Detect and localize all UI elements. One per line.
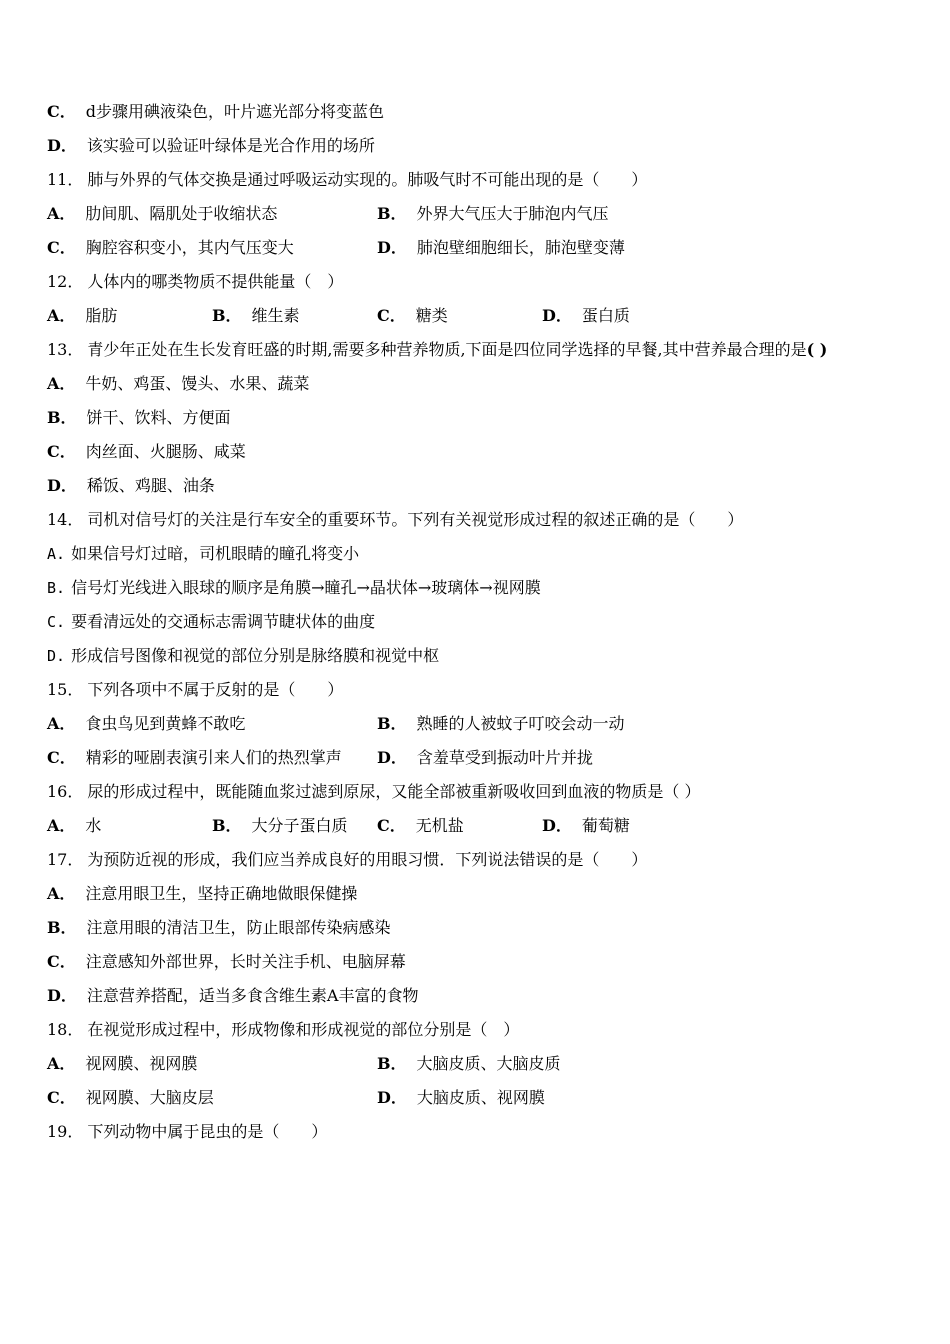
option	[47, 1050, 197, 1078]
option-line	[47, 472, 907, 506]
option-line	[47, 880, 907, 914]
option-label: A．	[47, 306, 76, 325]
question-text: 肺与外界的气体交换是通过呼吸运动实现的。肺吸气时不可能出现的是（ ）	[87, 170, 648, 189]
option-text: 如果信号灯过暗，司机眼睛的瞳孔将变小	[71, 544, 360, 563]
option-label: B．	[377, 204, 407, 223]
option-text: 含羞草受到振动叶片并拢	[416, 748, 593, 767]
question-stem	[47, 336, 907, 370]
option-label: C．	[377, 306, 406, 325]
option	[377, 302, 448, 330]
option-text: 食虫鸟见到黄蜂不敢吃	[85, 714, 246, 733]
option-label: C.	[47, 613, 66, 631]
question-text: 在视觉形成过程中，形成物像和形成视觉的部位分别是（ ）	[87, 1020, 520, 1039]
option-line	[47, 98, 907, 132]
option-label: C．	[377, 816, 406, 835]
option-label: A．	[47, 204, 76, 223]
option-text: 无机盐	[415, 816, 464, 835]
option-label: D．	[542, 306, 572, 325]
option-label: A．	[47, 816, 76, 835]
option	[377, 710, 625, 738]
question-text: 青少年正处在生长发育旺盛的时期,需要多种营养物质,下面是四位同学选择的早餐,其中营养最合理的是	[87, 340, 807, 359]
option-label: D．	[377, 1088, 407, 1107]
question-number: 17．	[47, 850, 84, 869]
option	[377, 1050, 561, 1078]
option-line	[47, 132, 907, 166]
option-label: B．	[212, 306, 242, 325]
option	[542, 812, 630, 840]
option-label: D．	[47, 986, 77, 1005]
option-label: A.	[47, 545, 66, 563]
option	[377, 812, 464, 840]
question-list	[47, 98, 907, 1152]
option-label: D．	[377, 748, 407, 767]
option-text: 肺泡壁细胞细长，肺泡壁变薄	[416, 238, 625, 257]
option-line	[47, 642, 907, 676]
option-label: B．	[377, 1054, 407, 1073]
option-text: 视网膜、视网膜	[85, 1054, 198, 1073]
question-text: 下列动物中属于昆虫的是（ ）	[87, 1122, 328, 1141]
option-text: 大脑皮质、视网膜	[416, 1088, 545, 1107]
question-stem	[47, 676, 907, 710]
option-label: B.	[47, 579, 66, 597]
option-row	[47, 302, 907, 336]
question-stem	[47, 506, 907, 540]
option-text: 视网膜、大脑皮层	[85, 1088, 214, 1107]
option-label: D.	[47, 647, 66, 665]
option	[377, 744, 593, 772]
option-label: C．	[47, 748, 76, 767]
question-number: 13．	[47, 340, 84, 359]
option-text: 蛋白质	[581, 306, 630, 325]
option	[377, 1084, 545, 1112]
option-line	[47, 438, 907, 472]
option-line	[47, 982, 907, 1016]
option-text: 水	[85, 816, 102, 835]
option	[47, 234, 294, 262]
option-text: 精彩的哑剧表演引来人们的热烈掌声	[85, 748, 342, 767]
option-text: 胸腔容积变小，其内气压变大	[85, 238, 294, 257]
option	[212, 302, 300, 330]
option-text: 注意营养搭配，适当多食含维生素A丰富的食物	[86, 986, 419, 1005]
option-label: A．	[47, 714, 76, 733]
option-label: B．	[377, 714, 407, 733]
answer-bracket: ( )	[806, 340, 828, 359]
option-text: d步骤用碘液染色，叶片遮光部分将变蓝色	[85, 102, 384, 121]
question-stem	[47, 1118, 907, 1152]
question-stem	[47, 846, 907, 880]
option-label: D．	[377, 238, 407, 257]
option-text: 饼干、饮料、方便面	[86, 408, 231, 427]
question-stem	[47, 166, 907, 200]
question-number: 18．	[47, 1020, 84, 1039]
option-text: 形成信号图像和视觉的部位分别是脉络膜和视觉中枢	[71, 646, 440, 665]
option-label: A．	[47, 1054, 76, 1073]
option	[212, 812, 348, 840]
option-line	[47, 370, 907, 404]
option-label: A．	[47, 374, 76, 393]
option	[377, 200, 609, 228]
option-label: C．	[47, 238, 76, 257]
option-text: 维生素	[251, 306, 300, 325]
option-line	[47, 574, 907, 608]
question-text: 为预防近视的形成，我们应当养成良好的用眼习惯．下列说法错误的是（ ）	[87, 850, 648, 869]
option-label: D．	[47, 136, 77, 155]
option-label: A．	[47, 884, 76, 903]
option-label: C．	[47, 102, 76, 121]
option-label: C．	[47, 952, 76, 971]
option-row	[47, 1084, 907, 1118]
option-label: C．	[47, 1088, 76, 1107]
option	[47, 710, 245, 738]
question-text: 尿的形成过程中，既能随血浆过滤到原尿，又能全部被重新吸收回到血液的物质是（ ）	[87, 782, 701, 801]
question-text: 人体内的哪类物质不提供能量（ ）	[87, 272, 344, 291]
option-text: 注意用眼的清洁卫生，防止眼部传染病感染	[86, 918, 391, 937]
option	[377, 234, 625, 262]
option-text: 脂肪	[85, 306, 118, 325]
option-line	[47, 914, 907, 948]
option-line	[47, 404, 907, 438]
question-text: 司机对信号灯的关注是行车安全的重要环节。下列有关视觉形成过程的叙述正确的是（ ）	[87, 510, 744, 529]
option	[47, 1084, 214, 1112]
option-text: 大脑皮质、大脑皮质	[416, 1054, 561, 1073]
option-row	[47, 200, 907, 234]
option-text: 注意用眼卫生，坚持正确地做眼保健操	[85, 884, 358, 903]
question-text: 下列各项中不属于反射的是（ ）	[87, 680, 344, 699]
option-text: 熟睡的人被蚊子叮咬会动一动	[416, 714, 625, 733]
option-text: 肋间肌、隔肌处于收缩状态	[85, 204, 278, 223]
option-line	[47, 540, 907, 574]
option-text: 葡萄糖	[581, 816, 630, 835]
option-text: 糖类	[415, 306, 448, 325]
option-text: 该实验可以验证叶绿体是光合作用的场所	[86, 136, 375, 155]
question-number: 14．	[47, 510, 84, 529]
question-number: 12．	[47, 272, 84, 291]
option	[47, 302, 117, 330]
option-label: B．	[212, 816, 242, 835]
option-row	[47, 1050, 907, 1084]
option-label: B．	[47, 918, 77, 937]
option	[47, 744, 342, 772]
question-stem	[47, 268, 907, 302]
option-line	[47, 608, 907, 642]
option	[47, 812, 101, 840]
option-label: D．	[542, 816, 572, 835]
option	[47, 200, 277, 228]
option-text: 信号灯光线进入眼球的顺序是角膜→瞳孔→晶状体→玻璃体→视网膜	[71, 578, 541, 597]
option-line	[47, 948, 907, 982]
option-label: D．	[47, 476, 77, 495]
option-text: 外界大气压大于肺泡内气压	[416, 204, 609, 223]
question-number: 16．	[47, 782, 84, 801]
option-row	[47, 710, 907, 744]
question-number: 15．	[47, 680, 84, 699]
option-text: 要看清远处的交通标志需调节睫状体的曲度	[71, 612, 376, 631]
question-stem	[47, 778, 907, 812]
option-text: 肉丝面、火腿肠、咸菜	[85, 442, 246, 461]
question-number: 11．	[47, 170, 84, 189]
question-stem	[47, 1016, 907, 1050]
option-row	[47, 744, 907, 778]
option-label: B．	[47, 408, 77, 427]
option-text: 大分子蛋白质	[251, 816, 348, 835]
question-number: 19．	[47, 1122, 84, 1141]
option-row	[47, 234, 907, 268]
option-text: 牛奶、鸡蛋、馒头、水果、蔬菜	[85, 374, 310, 393]
option-text: 稀饭、鸡腿、油条	[86, 476, 215, 495]
option-label: C．	[47, 442, 76, 461]
option-text: 注意感知外部世界，长时关注手机、电脑屏幕	[85, 952, 406, 971]
option	[542, 302, 630, 330]
option-row	[47, 812, 907, 846]
